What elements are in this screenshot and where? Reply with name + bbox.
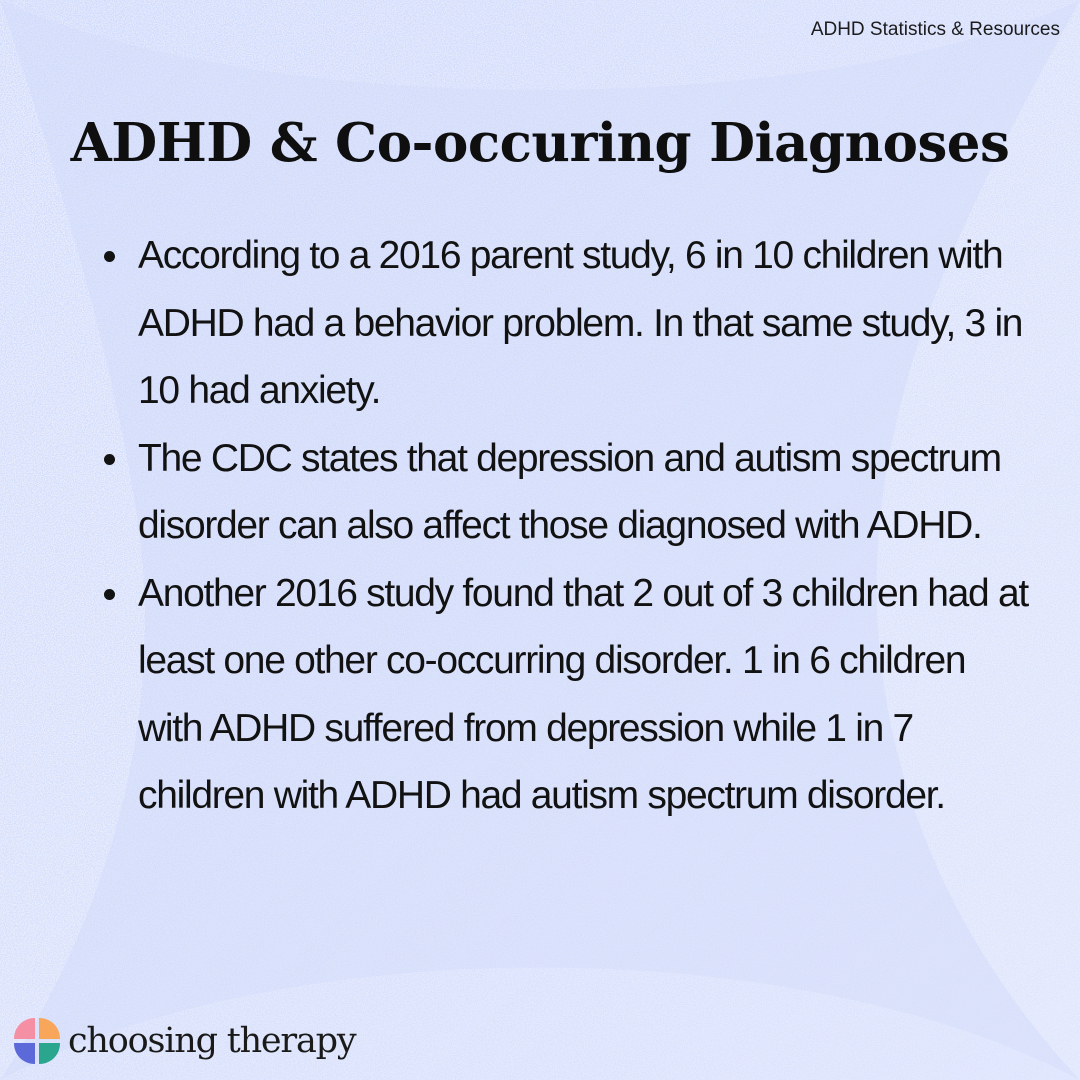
bullet-dot-icon bbox=[104, 454, 115, 465]
bullet-dot-icon bbox=[104, 589, 115, 600]
brand-name: choosing therapy bbox=[68, 1021, 356, 1061]
list-item bbox=[98, 560, 1038, 830]
four-petal-logo-icon bbox=[12, 1016, 62, 1066]
bullet-dot-icon bbox=[104, 251, 115, 262]
logo-petal-blue bbox=[14, 1043, 35, 1064]
page-title: ADHD & Co-occuring Diagnoses bbox=[70, 112, 1010, 174]
logo-petal-pink bbox=[14, 1018, 35, 1039]
bullet-text: The CDC states that depression and autism spectrum disorder can also affect those diagnosed with ADHD. bbox=[138, 436, 1001, 547]
logo-petal-teal bbox=[39, 1043, 60, 1064]
bullet-list bbox=[98, 222, 1038, 830]
bullet-text: Another 2016 study found that 2 out of 3 children had at least one other co-occurring disorder. 1 in 6 children with ADHD suffered from depression while 1 in 7 children with ADHD had autism spectrum disorder. bbox=[138, 571, 1028, 817]
bullet-text: According to a 2016 parent study, 6 in 10 children with ADHD had a behavior problem. In that same study, 3 in 10 had anxiety. bbox=[138, 234, 1023, 412]
list-item bbox=[98, 222, 1038, 425]
logo-petal-orange bbox=[39, 1018, 60, 1039]
header-label: ADHD Statistics & Resources bbox=[810, 19, 1060, 40]
brand-logo bbox=[12, 1016, 355, 1066]
list-item bbox=[98, 425, 1038, 560]
